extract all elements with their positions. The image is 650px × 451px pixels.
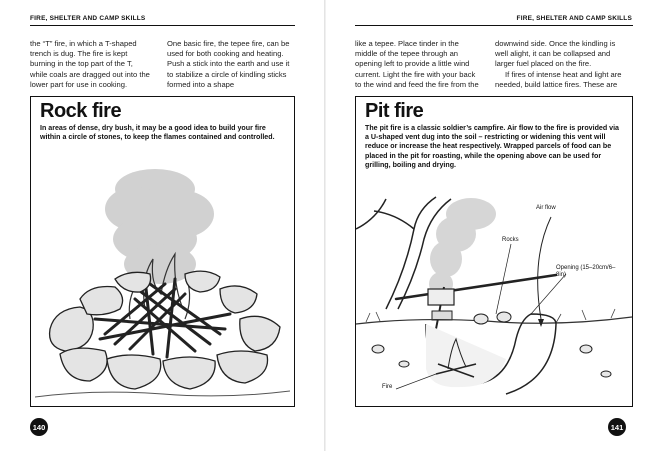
- pit-fire-illustration: [356, 189, 632, 404]
- smoke: [429, 198, 496, 296]
- page-number: 141: [608, 418, 626, 436]
- header-rule: [355, 25, 633, 26]
- body-paragraph: downwind side. Once the kindling is well alight, it can be collapsed and larger fuel placed on the fire.: [495, 39, 616, 69]
- smoke: [105, 169, 214, 284]
- page-number: 140: [30, 418, 48, 436]
- box-description: In areas of dense, dry bush, it may be a good idea to build your fire within a circle of stones, to keep the flames contained and controlled.: [40, 124, 275, 142]
- header-rule: [30, 25, 295, 26]
- label-fire: Fire: [382, 384, 393, 390]
- label-opening: Opening (15–20cm/6–8in): [556, 265, 616, 278]
- rocks: [50, 271, 280, 389]
- box-title: Rock fire: [40, 100, 122, 122]
- rock-fire-illustration: [35, 159, 290, 402]
- right-page: [325, 0, 650, 451]
- ground-surface: [356, 317, 632, 324]
- cooking-pot: [428, 289, 454, 305]
- food-parcel: [432, 311, 452, 320]
- box-description: The pit fire is a classic soldier’s campfire. Air flow to the fire is provided via a U-shaped vent dug into the soil – restricting or widening this vent will reduce or increase the heat respectively. Wrapped parcels of food can be placed in the pit for roasting, while the opening above can be used for grilling, boiling and drying.: [365, 124, 620, 169]
- running-header: FIRE, SHELTER AND CAMP SKILLS: [30, 15, 146, 22]
- body-text-column: the “T” fire, in which a T-shaped trench is dug. The fire is kept burning in the top part of the T, while coals are dragged out into the lower part for use in cooking.: [30, 39, 150, 89]
- label-rocks: Rocks: [502, 237, 519, 243]
- label-air-flow: Air flow: [536, 205, 556, 211]
- body-text-column: like a tepee. Place tinder in the middle of the tepee through an opening left to provide a little wind current. Light the fire with your back to the wind and feed the fire from the: [355, 39, 479, 89]
- rock-fire-box: [30, 96, 295, 407]
- support-stick: [396, 275, 556, 299]
- pit-fire-box: [355, 96, 633, 407]
- body-paragraph: If fires of intense heat and light are needed, build lattice fires. These are: [495, 69, 622, 89]
- running-header: FIRE, SHELTER AND CAMP SKILLS: [516, 15, 632, 22]
- body-text-column: [495, 39, 625, 90]
- box-title: Pit fire: [365, 100, 424, 122]
- body-text-column: One basic fire, the tepee fire, can be used for both cooking and heating. Push a stick into the earth and use it to stabilize a circle of kindling sticks formed into a shape: [167, 39, 290, 89]
